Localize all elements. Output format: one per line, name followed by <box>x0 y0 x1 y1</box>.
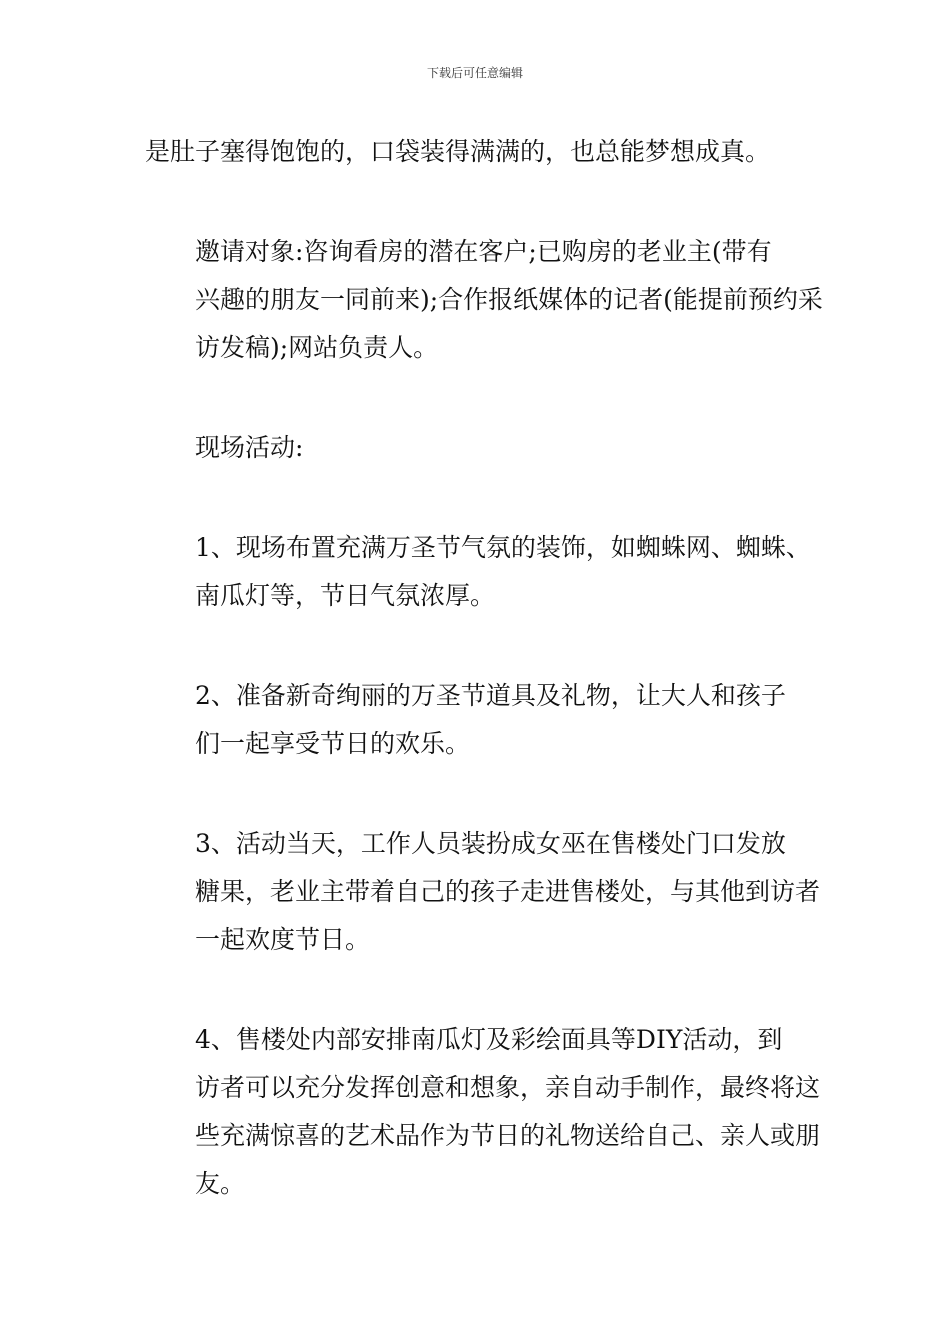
paragraph-onsite-heading <box>145 424 825 472</box>
paragraph-line: 友。 <box>195 1169 246 1198</box>
paragraph-line: 糖果，老业主带着自己的孩子走进售楼处，与其他到访者 <box>195 877 821 906</box>
paragraph-line: 访者可以充分发挥创意和想象，亲自动手制作，最终将这 <box>195 1073 821 1102</box>
paragraph-line: 2、准备新奇绚丽的万圣节道具及礼物，让大人和孩子 <box>195 681 786 710</box>
paragraph-line: 1、现场布置充满万圣节气氛的装饰，如蜘蛛网、蜘蛛、 <box>195 533 811 562</box>
paragraph-line: 兴趣的朋友一同前来);合作报纸媒体的记者(能提前预约采 <box>195 285 823 314</box>
paragraph-item-2 <box>145 672 825 768</box>
paragraph-line: 些充满惊喜的艺术品作为节日的礼物送给自己、亲人或朋 <box>195 1121 821 1150</box>
paragraph-line: 是肚子塞得饱饱的，口袋装得满满的，也总能梦想成真。 <box>145 137 771 166</box>
paragraph-line: 南瓜灯等，节日气氛浓厚。 <box>195 581 496 610</box>
paragraph-item-1 <box>145 524 825 620</box>
paragraph-item-4 <box>145 1016 825 1208</box>
page-header: 下载后可任意编辑 <box>426 66 523 80</box>
paragraph-invitees <box>145 228 825 372</box>
paragraph-line: 3、活动当天，工作人员装扮成女巫在售楼处门口发放 <box>195 829 786 858</box>
paragraph-line: 们一起享受节日的欢乐。 <box>195 729 471 758</box>
paragraph-line: 一起欢度节日。 <box>195 925 371 954</box>
paragraph-line: 4、售楼处内部安排南瓜灯及彩绘面具等DIY活动，到 <box>195 1025 783 1054</box>
paragraph-line: 现场活动: <box>195 433 304 462</box>
document-body <box>145 128 825 1260</box>
paragraph-line: 邀请对象:咨询看房的潜在客户;已购房的老业主(带有 <box>195 237 772 266</box>
paragraph-item-3 <box>145 820 825 964</box>
paragraph-line: 访发稿);网站负责人。 <box>195 333 439 362</box>
paragraph-continuation <box>145 128 825 176</box>
